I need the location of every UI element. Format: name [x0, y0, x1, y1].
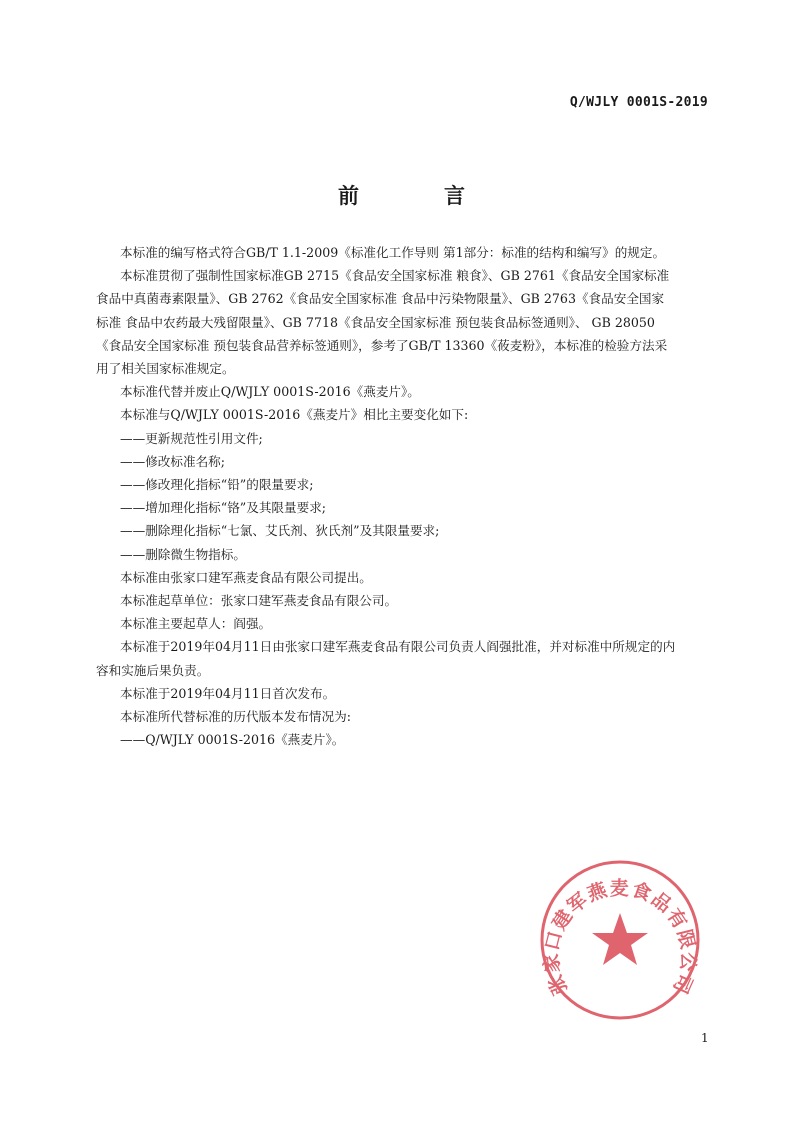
paragraph: 《食品安全国家标准 预包装食品营养标签通则》，参考了GB/T 13360《莜麦粉》，本标准的检验方法采	[96, 337, 668, 353]
paragraph: 本标准的编写格式符合GB/T 1.1-2009《标准化工作导则 第1部分：标准的结构和编写》的规定。	[120, 245, 666, 260]
paragraph: 本标准于2019年04月11日由张家口建军燕麦食品有限公司负责人阎强批准，并对标准中所规定的内	[120, 639, 676, 655]
list-item: ——修改标准名称;	[120, 453, 225, 469]
svg-text:张家口建军燕麦食品有限公司: 张家口建军燕麦食品有限公司	[540, 877, 700, 999]
company-seal-stamp	[535, 855, 705, 1025]
paragraph: 用了相关国家标准规定。	[96, 361, 235, 377]
page-number: 1	[701, 1031, 709, 1045]
paragraph: 本标准贯彻了强制性国家标准GB 2715《食品安全国家标准 粮食》、GB 2761《食品安全国家标准	[120, 268, 670, 284]
paragraph: 标准 食品中农药最大残留限量》、GB 7718《食品安全国家标准 预包装食品标签通则》、 GB 28050	[96, 314, 655, 330]
list-item: ——删除微生物指标。	[120, 546, 246, 562]
paragraph: 本标准于2019年04月11日首次发布。	[120, 685, 336, 701]
paragraph: 容和实施后果负责。	[96, 662, 210, 678]
list-item: ——增加理化指标“铬”及其限量要求;	[120, 500, 327, 516]
paragraph: 本标准主要起草人：阎强。	[120, 616, 272, 632]
paragraph: 本标准与Q/WJLY 0001S-2016《燕麦片》相比主要变化如下:	[120, 407, 469, 423]
paragraph: 本标准代替并废止Q/WJLY 0001S-2016《燕麦片》。	[120, 384, 420, 400]
title-char-2: 言	[444, 183, 465, 208]
title-char-1: 前	[338, 183, 359, 208]
foreword-body	[96, 241, 720, 751]
list-item: ——Q/WJLY 0001S-2016《燕麦片》。	[120, 732, 345, 748]
list-item: ——删除理化指标“七氯、艾氏剂、狄氏剂”及其限量要求;	[120, 523, 440, 539]
list-item: ——更新规范性引用文件;	[120, 430, 263, 446]
paragraph: 本标准由张家口建军燕麦食品有限公司提出。	[120, 569, 372, 585]
paragraph: 本标准所代替标准的历代版本发布情况为:	[120, 709, 351, 725]
list-item: ——修改理化指标“铅”的限量要求;	[120, 477, 314, 493]
standard-code: Q/WJLY 0001S-2019	[569, 95, 708, 110]
paragraph: 食品中真菌毒素限量》、GB 2762《食品安全国家标准 食品中污染物限量》、GB 2763《食品安全国家	[96, 291, 665, 307]
paragraph: 本标准起草单位：张家口建军燕麦食品有限公司。	[120, 593, 398, 609]
